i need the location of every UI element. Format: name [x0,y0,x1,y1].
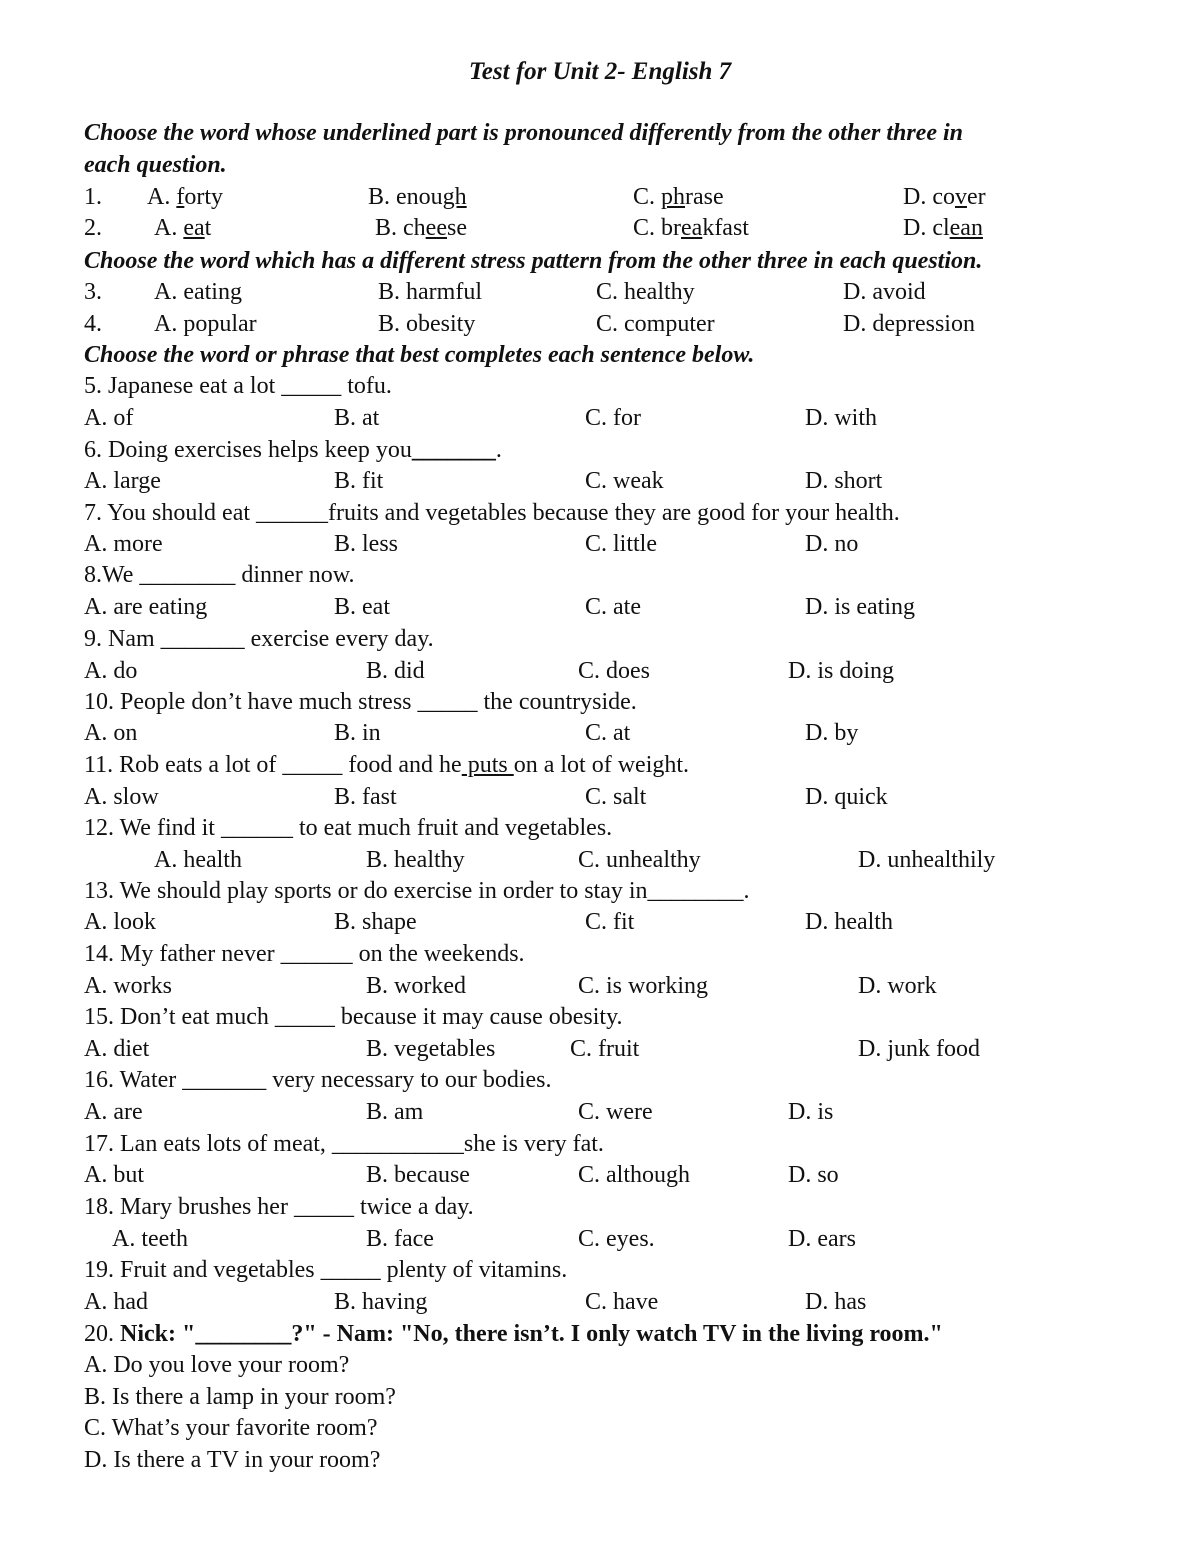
q8-stem: 8.We ________ dinner now. [84,562,355,588]
q12-stem: 12. We find it ______ to eat much fruit and vegetables. [84,815,613,841]
q6-option-a: A. large [84,468,161,494]
q7-option-d: D. no [805,531,859,557]
section1-instruction-line2: each question. [84,152,227,178]
q5-option-b: B. at [334,405,380,431]
q1-number: 1. [84,184,102,210]
q18-stem: 18. Mary brushes her _____ twice a day. [84,1194,474,1220]
q9-option-d: D. is doing [788,658,895,684]
q18-option-c: C. eyes. [578,1226,655,1252]
q6-stem: 6. Doing exercises helps keep you_______. [84,437,502,463]
q5-option-c: C. for [585,405,641,431]
q20-option-d: D. Is there a TV in your room? [84,1447,381,1473]
q16-stem: 16. Water _______ very necessary to our bodies. [84,1067,552,1093]
q20-option-a: A. Do you love your room? [84,1352,350,1378]
q9-option-c: C. does [578,658,650,684]
page-title: Test for Unit 2- English 7 [468,58,732,85]
q3-option-a: A. eating [154,279,242,305]
q16-option-a: A. are [84,1099,143,1125]
q5-option-a: A. of [84,405,134,431]
q4-option-c: C. computer [596,311,715,337]
q10-option-c: C. at [585,720,631,746]
q2-option-a: A. eat [154,215,212,241]
q1-option-b: B. enough [368,184,467,210]
q12-option-d: D. unhealthily [858,847,996,873]
q6-option-d: D. short [805,468,883,494]
q9-option-b: B. did [366,658,425,684]
q14-option-a: A. works [84,973,172,999]
q11-option-a: A. slow [84,784,159,810]
q3-option-d: D. avoid [843,279,926,305]
q9-stem: 9. Nam _______ exercise every day. [84,626,434,652]
q16-option-c: C. were [578,1099,653,1125]
q13-option-b: B. shape [334,909,417,935]
q4-number: 4. [84,311,102,337]
q2-number: 2. [84,215,102,241]
q15-option-a: A. diet [84,1036,150,1062]
q20-option-b: B. Is there a lamp in your room? [84,1384,396,1410]
q17-option-a: A. but [84,1162,144,1188]
q13-stem: 13. We should play sports or do exercise in order to stay in________. [84,878,750,904]
q4-option-d: D. depression [843,311,975,337]
q8-option-d: D. is eating [805,594,915,620]
q19-option-b: B. having [334,1289,428,1315]
q20-option-c: C. What’s your favorite room? [84,1415,378,1441]
q14-stem: 14. My father never ______ on the weekends. [84,941,525,967]
q4-option-a: A. popular [154,311,257,337]
q7-option-a: A. more [84,531,163,557]
q11-stem: 11. Rob eats a lot of _____ food and he puts on a lot of weight. [84,752,690,778]
q1-option-c: C. phrase [633,184,724,210]
q14-option-b: B. worked [366,973,466,999]
section2-instruction: Choose the word which has a different stress pattern from the other three in each question. [84,248,983,274]
q14-option-d: D. work [858,973,937,999]
q17-option-b: B. because [366,1162,470,1188]
q17-stem: 17. Lan eats lots of meat, ___________she is very fat. [84,1131,604,1157]
q11-option-d: D. quick [805,784,888,810]
q19-stem: 19. Fruit and vegetables _____ plenty of vitamins. [84,1257,568,1283]
q3-option-c: C. healthy [596,279,695,305]
q15-option-d: D. junk food [858,1036,980,1062]
q15-option-c: C. fruit [570,1036,640,1062]
q11-option-c: C. salt [585,784,647,810]
q18-option-d: D. ears [788,1226,856,1252]
section1-instruction-line1: Choose the word whose underlined part is pronounced differently from the other three in [84,120,963,146]
q16-option-b: B. am [366,1099,424,1125]
q20-stem: 20. Nick: "________?" - Nam: "No, there isn’t. I only watch TV in the living room." [84,1321,943,1347]
q17-option-d: D. so [788,1162,839,1188]
q10-stem: 10. People don’t have much stress _____ the countryside. [84,689,637,715]
section3-instruction: Choose the word or phrase that best completes each sentence below. [84,342,755,368]
q8-option-a: A. are eating [84,594,208,620]
q8-option-b: B. eat [334,594,390,620]
q1-option-a: A. forty [147,184,224,210]
q15-option-b: B. vegetables [366,1036,496,1062]
q12-option-b: B. healthy [366,847,465,873]
q10-option-d: D. by [805,720,859,746]
q10-option-b: B. in [334,720,381,746]
q15-stem: 15. Don’t eat much _____ because it may cause obesity. [84,1004,623,1030]
q4-option-b: B. obesity [378,311,476,337]
q17-option-c: C. although [578,1162,690,1188]
q16-option-d: D. is [788,1099,834,1125]
q18-option-a: A. teeth [112,1226,188,1252]
q8-option-c: C. ate [585,594,641,620]
q6-option-c: C. weak [585,468,664,494]
q19-option-d: D. has [805,1289,867,1315]
q7-option-b: B. less [334,531,399,557]
q12-option-a: A. health [154,847,242,873]
q2-option-c: C. breakfast [633,215,749,241]
q3-number: 3. [84,279,102,305]
q2-option-b: B. cheese [375,215,467,241]
q13-option-c: C. fit [585,909,635,935]
q14-option-c: C. is working [578,973,709,999]
q9-option-a: A. do [84,658,138,684]
q11-option-b: B. fast [334,784,397,810]
q13-option-a: A. look [84,909,156,935]
q13-option-d: D. health [805,909,893,935]
q18-option-b: B. face [366,1226,434,1252]
q7-stem: 7. You should eat ______fruits and vegetables because they are good for your health. [84,500,900,526]
q5-stem: 5. Japanese eat a lot _____ tofu. [84,373,392,399]
q19-option-a: A. had [84,1289,148,1315]
q7-option-c: C. little [585,531,657,557]
q12-option-c: C. unhealthy [578,847,701,873]
q19-option-c: C. have [585,1289,659,1315]
q3-option-b: B. harmful [378,279,482,305]
q2-option-d: D. clean [903,215,983,241]
q10-option-a: A. on [84,720,138,746]
q1-option-d: D. cover [903,184,986,210]
q6-option-b: B. fit [334,468,384,494]
q5-option-d: D. with [805,405,877,431]
